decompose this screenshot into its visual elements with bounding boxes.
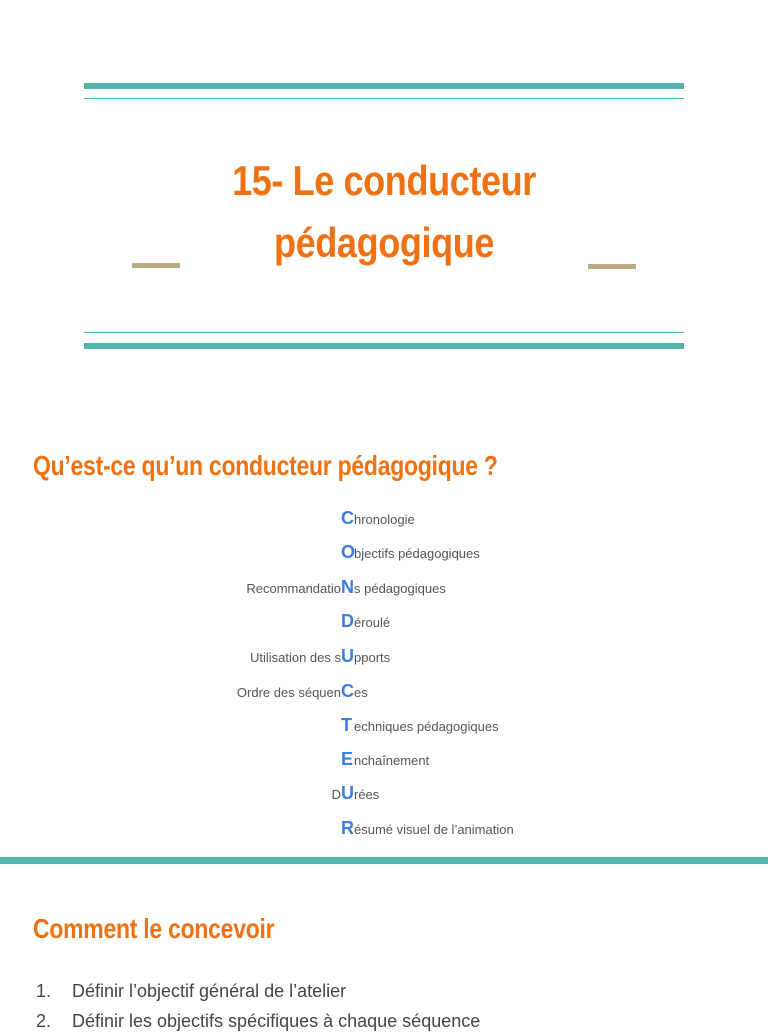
acrostic-letter: O <box>341 542 356 562</box>
top-thin-rule <box>84 98 684 99</box>
step-item <box>36 1006 480 1036</box>
acrostic-letter: U <box>341 783 354 803</box>
step-number: 1. <box>36 981 52 1001</box>
acrostic-suffix: es <box>354 685 368 700</box>
step-item <box>36 976 480 1006</box>
title-line-1: 15- Le conducteur <box>232 157 536 204</box>
acrostic-letter: C <box>341 681 354 701</box>
acrostic-prefix: D <box>331 787 341 802</box>
acrostic-row <box>0 503 768 533</box>
acrostic-letter: E <box>341 749 354 769</box>
acrostic-suffix: ésumé visuel de l’animation <box>354 822 514 837</box>
section-divider <box>0 857 768 864</box>
step-number: 2. <box>36 1011 52 1031</box>
left-accent-bar <box>132 263 180 268</box>
acrostic-letter: U <box>341 646 354 666</box>
step-text: Définir l’objectif général de l’atelier <box>72 981 347 1001</box>
acrostic-row <box>0 641 768 671</box>
steps-list <box>36 976 480 1036</box>
acrostic-row <box>0 537 768 567</box>
acrostic-row <box>0 744 768 774</box>
acrostic-suffix: s pédagogiques <box>354 581 446 596</box>
right-accent-bar <box>588 264 636 269</box>
bottom-thick-rule <box>84 343 684 349</box>
step-text: Définir les objectifs spécifiques à chaque séquence <box>72 1011 481 1031</box>
acrostic-suffix: éroulé <box>354 615 391 630</box>
acrostic-suffix: bjectifs pédagogiques <box>354 546 480 561</box>
acrostic-suffix: nchaînement <box>354 753 430 768</box>
acrostic-row <box>0 778 768 808</box>
page-title <box>209 150 560 274</box>
top-thick-rule <box>84 83 684 89</box>
acrostic-letter: C <box>341 508 354 528</box>
section-heading-what: Qu’est-ce qu’un conducteur pédagogique ? <box>33 450 498 481</box>
section-heading-how: Comment le concevoir <box>33 913 275 944</box>
acrostic-suffix: rées <box>354 787 380 802</box>
acrostic-letter: N <box>341 577 354 597</box>
acrostic-row <box>0 710 768 740</box>
acrostic-prefix: Utilisation des s <box>249 650 341 665</box>
title-line-2: pédagogique <box>273 219 495 266</box>
acrostic-suffix: echniques pédagogiques <box>354 719 499 734</box>
acrostic-row <box>0 813 768 843</box>
acrostic-row <box>0 606 768 636</box>
acrostic-row <box>0 676 768 706</box>
acrostic-suffix: pports <box>354 650 391 665</box>
acrostic-letter: R <box>341 818 354 838</box>
acrostic-prefix: Ordre des séquen <box>236 685 341 700</box>
acrostic-letter: D <box>341 611 354 631</box>
acrostic-letter: T <box>341 715 352 735</box>
acrostic-suffix: hronologie <box>354 512 415 527</box>
acrostic-prefix: Recommandatio <box>246 581 341 596</box>
bottom-thin-rule <box>84 332 684 333</box>
acrostic-row <box>0 572 768 602</box>
